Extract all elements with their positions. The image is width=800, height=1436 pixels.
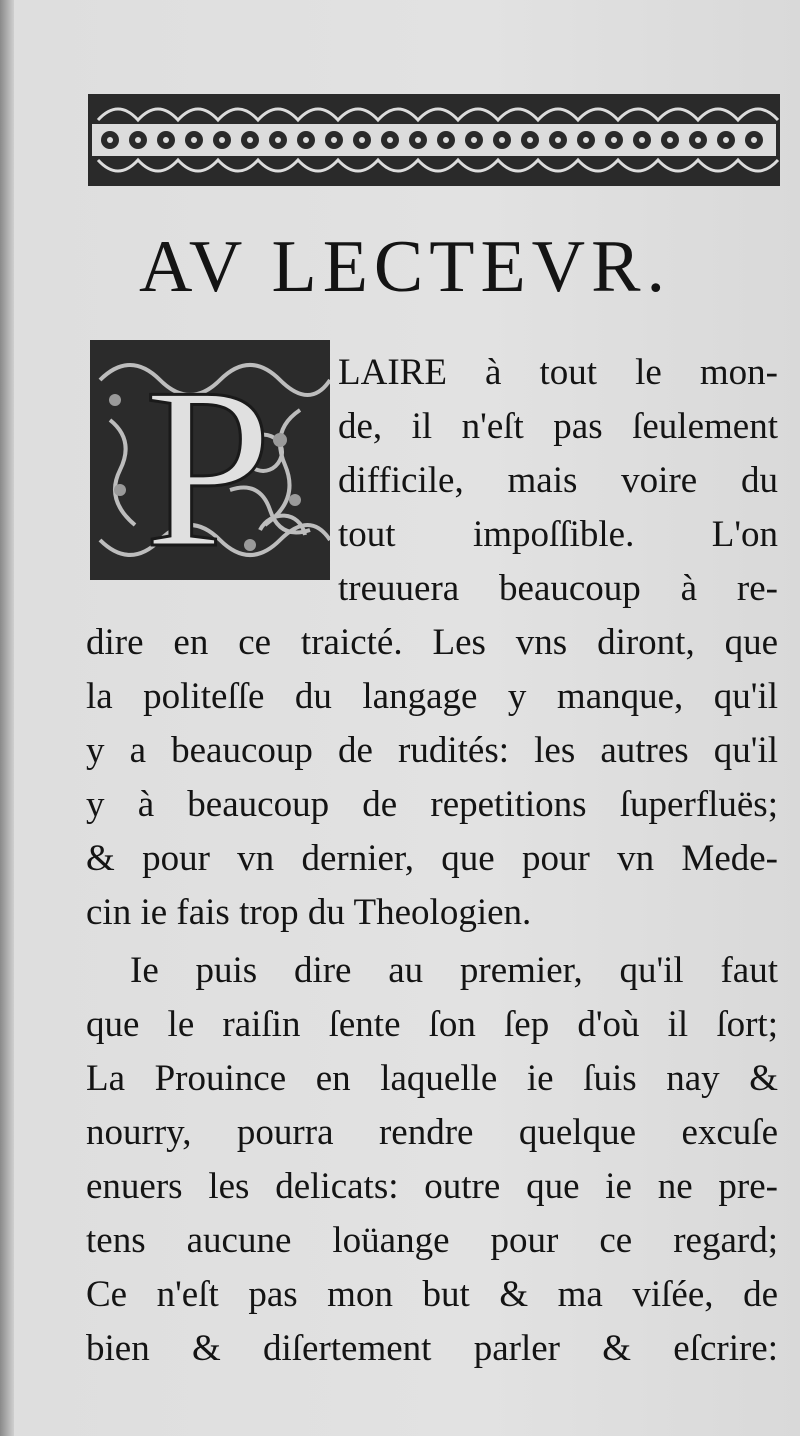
text-line: y à beaucoup de repetitions ſuperfluës; [86,784,778,825]
text-line: Ie puis dire au premier, qu'il faut [130,950,778,991]
text-line: tens aucune loüange pour ce regard; [86,1220,778,1261]
drop-cap-letter: P [144,340,272,580]
text-line: nourry, pourra rendre quelque excuſe [86,1112,778,1153]
text-line: difficile, mais voire du [338,460,778,501]
text-line: La Prouince en laquelle ie ſuis nay & [86,1058,778,1099]
text-line: treuuera beaucoup à re- [338,568,778,609]
page-gutter-shadow [0,0,14,1436]
text-line: tout impoſſible. L'on [338,514,778,555]
text-line: Ce n'eſt pas mon but & ma viſée, de [86,1274,778,1315]
text-line: & pour vn dernier, que pour vn Mede- [86,838,778,879]
text-line: la politeſſe du langage y manque, qu'il [86,676,778,717]
text-line: enuers les delicats: outre que ie ne pre- [86,1166,778,1207]
text-line: de, il n'eſt pas ſeulement [338,406,778,447]
ornamental-headpiece [88,94,780,186]
text-line: y a beaucoup de rudités: les autres qu'il [86,730,778,771]
text-line: dire en ce traicté. Les vns diront, que [86,622,778,663]
chapter-title: AV LECTEVR. [139,226,671,308]
text-line: cin ie fais trop du Theologien. [86,892,532,933]
text-line: que le raiſin ſente ſon ſep d'où il ſort; [86,1004,778,1045]
decorated-initial [90,340,330,580]
text-line: LAIRE à tout le mon- [338,352,778,393]
text-line: bien & diſertement parler & eſcrire: [86,1328,778,1369]
